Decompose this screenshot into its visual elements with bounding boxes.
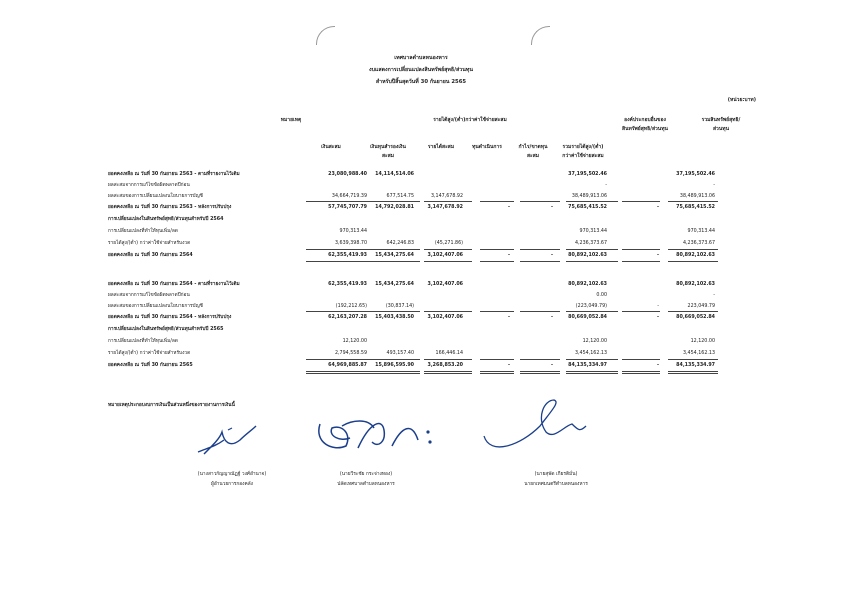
table-rule (668, 249, 718, 250)
col-accumulated: รายได้สะสม (427, 144, 455, 150)
row-label: รายได้สูง/(ต่ำ) กว่าค่าใช้จ่ายสำหรับงวด (108, 241, 191, 246)
row-label: ผลสะสมจากการแก้ไขข้อผิดพลาดปีก่อน (108, 183, 190, 188)
table-rule (364, 311, 420, 312)
cell-reserve: 642,246.83 (386, 241, 414, 246)
table-row (0, 180, 842, 191)
table-rule (520, 261, 560, 262)
cell-reserve: 15,896,595.90 (375, 363, 414, 368)
cell-net-assets: 4,236,373.67 (682, 241, 715, 246)
cell-cash: 62,355,419.93 (328, 253, 367, 258)
cell-net-assets: 80,892,102.63 (676, 282, 715, 287)
table-rule (622, 261, 660, 262)
table-rule (520, 371, 560, 372)
col-fund: ทุนดำเนินการ (472, 144, 502, 150)
cell-cash: 64,969,885.87 (328, 363, 367, 368)
table-rule (364, 359, 420, 360)
cell-net-assets: 3,454,162.13 (682, 351, 715, 356)
cell-total: 84,135,334.97 (568, 363, 607, 368)
table-row (0, 238, 842, 249)
cell-total: 80,892,102.63 (568, 253, 607, 258)
table-rule (306, 359, 368, 360)
table-rule (364, 373, 420, 374)
cell-total: 75,685,415.52 (568, 205, 607, 210)
col-reserve: เงินทุนสำรองเงิน สะสม (370, 144, 406, 159)
cell-net-assets: 80,669,052.84 (676, 315, 715, 320)
table-rule (566, 371, 618, 372)
table-rule (622, 359, 660, 360)
footnote: หมายเหตุประกอบงบการเงินเป็นส่วนหนึ่งของรายงานการเงินนี้ (108, 403, 235, 408)
signature-1 (194, 418, 260, 460)
table-row (0, 202, 842, 213)
signatory-1-name: (นางสาวกัญญาณัฏฐ์ วงศ์อำนาจ) (197, 472, 267, 477)
row-label: ยอดคงเหลือ ณ วันที่ 30 กันยายน 2564 - ตามที่รายงานไว้เดิม (108, 282, 240, 287)
row-label: ผลสะสมจากการแก้ไขข้อผิดพลาดปีก่อน (108, 293, 190, 298)
table-rule (480, 249, 514, 250)
cell-reserve: 14,114,514.06 (375, 172, 414, 177)
table-rule (520, 373, 560, 374)
cell-reserve: 14,792,028.81 (375, 205, 414, 210)
table-row (0, 226, 842, 237)
table-rule (668, 359, 718, 360)
table-row (0, 312, 842, 323)
cell-cash: 12,120.00 (342, 339, 367, 344)
row-label: ยอดคงเหลือ ณ วันที่ 30 กันยายน 2563 - หลังการปรับปรุง (108, 205, 232, 210)
signatory-3 (486, 470, 626, 490)
cell-net-assets: 223,049.79 (687, 304, 715, 309)
cell-reserve: 677,514.75 (386, 194, 414, 199)
cell-net-assets: - (713, 293, 715, 298)
table-rule (306, 311, 368, 312)
row-label: ยอดคงเหลือ ณ วันที่ 30 กันยายน 2563 - ตามที่รายงานไว้เดิม (108, 172, 240, 177)
cell-reserve: 15,434,275.64 (375, 253, 414, 258)
cell-total: - (605, 183, 607, 188)
col-cash: เงินสะสม (321, 144, 341, 150)
cell-total: 80,669,052.84 (568, 315, 607, 320)
table-rule (480, 311, 514, 312)
table-rule (668, 261, 718, 262)
table-rule (668, 371, 718, 372)
signature-2 (312, 412, 440, 458)
table-rule (424, 261, 472, 262)
org-name: เทศบาลตำบลหนองหาร (394, 55, 448, 61)
cell-net-assets: 38,489,913.06 (679, 194, 715, 199)
table-rule (480, 373, 514, 374)
table-row (0, 250, 842, 261)
cell-gainloss: - (551, 363, 553, 368)
cell-accumulated: (45,271.86) (434, 241, 463, 246)
cell-reserve: 15,434,275.64 (375, 282, 414, 287)
table-rule (480, 261, 514, 262)
cell-total: 4,236,373.67 (574, 241, 607, 246)
cell-net-assets: 84,135,334.97 (676, 363, 715, 368)
table-rule (566, 249, 618, 250)
table-rule (424, 201, 472, 202)
cell-org-share: - (657, 205, 659, 210)
col-org-share: องค์ประกอบอื่นของ สินทรัพย์สุทธิ/ส่วนทุน (622, 117, 668, 132)
table-rule (364, 201, 420, 202)
cell-total: 0.00 (596, 293, 607, 298)
table-rule (306, 373, 368, 374)
row-label: ผลสะสมของการเปลี่ยนแปลงนโยบายการบัญชี (108, 304, 203, 309)
table-rule (520, 201, 560, 202)
table-rule (424, 373, 472, 374)
cell-cash: 57,745,707.79 (328, 205, 367, 210)
table-rule (306, 261, 368, 262)
cell-net-assets: - (713, 183, 715, 188)
table-row (0, 324, 842, 335)
cell-fund: - (508, 205, 510, 210)
table-rule (622, 249, 660, 250)
row-label: ยอดคงเหลือ ณ วันที่ 30 กันยายน 2564 - หลังการปรับปรุง (108, 315, 232, 320)
cell-reserve: (30,837.14) (385, 304, 414, 309)
cell-total: 38,489,913.06 (571, 194, 607, 199)
row-label: การเปลี่ยนแปลงที่ทำให้ทุนเพิ่ม/ลด (108, 229, 178, 234)
row-label: การเปลี่ยนแปลงที่ทำให้ทุนเพิ่ม/ลด (108, 339, 178, 344)
row-label: การเปลี่ยนแปลงในสินทรัพย์สุทธิ/ส่วนทุนสำหรับปี 2564 (108, 217, 224, 222)
cell-org-share: - (657, 253, 659, 258)
signatory-1 (168, 470, 296, 490)
table-rule (520, 249, 560, 250)
table-rule (668, 201, 718, 202)
signature-3 (480, 396, 590, 458)
table-rule (424, 371, 472, 372)
unit-label: (หน่วย:บาท) (727, 97, 756, 103)
table-rule (424, 359, 472, 360)
table-row (0, 360, 842, 371)
cell-cash: 23,080,988.40 (328, 172, 367, 177)
cell-accumulated: 3,102,407.06 (427, 315, 463, 320)
row-label: ผลสะสมของการเปลี่ยนแปลงนโยบายการบัญชี (108, 194, 203, 199)
cell-net-assets: 75,685,415.52 (676, 205, 715, 210)
table-rule (364, 249, 420, 250)
cell-accumulated: 166,446.14 (435, 351, 463, 356)
table-rule (306, 249, 368, 250)
table-rule (622, 371, 660, 372)
table-rule (424, 311, 472, 312)
cell-org-share: - (657, 363, 659, 368)
cell-reserve: 15,403,438.50 (375, 315, 414, 320)
cell-total: (223,049.79) (575, 304, 607, 309)
cell-cash: 3,639,398.70 (334, 241, 367, 246)
cell-accumulated: 3,147,678.92 (427, 205, 463, 210)
signatory-2-title: ปลัดเทศบาลตำบลหนองหาร (337, 482, 395, 487)
table-rule (364, 261, 420, 262)
row-label: ยอดคงเหลือ ณ วันที่ 30 กันยายน 2565 (108, 363, 193, 368)
table-rule (668, 311, 718, 312)
cell-net-assets: 80,892,102.63 (676, 253, 715, 258)
table-rule (480, 371, 514, 372)
signatory-2 (302, 470, 430, 490)
table-row (0, 348, 842, 359)
cell-gainloss: - (551, 315, 553, 320)
cell-net-assets: 12,120.00 (690, 339, 715, 344)
cell-cash: 2,794,558.59 (334, 351, 367, 356)
row-label: ยอดคงเหลือ ณ วันที่ 30 กันยายน 2564 (108, 253, 193, 258)
table-rule (566, 373, 618, 374)
cell-net-assets: 970,313.44 (687, 229, 715, 234)
scan-mark-right (531, 26, 550, 45)
cell-cash: 970,313.44 (339, 229, 367, 234)
signatory-3-title: นายกเทศมนตรีตำบลหนองหาร (524, 482, 588, 487)
table-rule (566, 311, 618, 312)
signatory-1-title: ผู้อำนวยการกองคลัง (211, 482, 253, 487)
cell-gainloss: - (551, 253, 553, 258)
table-rule (566, 261, 618, 262)
signatory-2-name: (นายวีระชัย กระจ่างทอง) (339, 472, 393, 477)
table-rule (566, 359, 618, 360)
table-rule (668, 373, 718, 374)
cell-net-assets: 37,195,502.46 (676, 172, 715, 177)
cell-cash: (192,212.65) (335, 304, 367, 309)
cell-fund: - (508, 253, 510, 258)
table-row (0, 336, 842, 347)
table-rule (306, 201, 368, 202)
signatory-3-name: (นายสุพัด เกียรติมั่น) (534, 472, 578, 477)
col-group-header: รายได้สูง/(ต่ำ)กว่าค่าใช้จ่ายสะสม (433, 117, 507, 123)
table-rule (480, 359, 514, 360)
table-rule (480, 201, 514, 202)
cell-total: 3,454,162.13 (574, 351, 607, 356)
table-rule (520, 359, 560, 360)
cell-total: 970,313.44 (579, 229, 607, 234)
cell-cash: 62,163,207.28 (328, 315, 367, 320)
scan-mark-left (316, 26, 335, 45)
col-note: หมายเหตุ (280, 117, 302, 123)
cell-gainloss: - (551, 205, 553, 210)
table-row (0, 279, 842, 290)
cell-fund: - (508, 315, 510, 320)
table-rule (306, 371, 368, 372)
col-total: รวมรายได้สูง/(ต่ำ) กว่าค่าใช้จ่ายสะสม (562, 144, 604, 159)
table-rule (566, 201, 618, 202)
cell-total: 12,120.00 (582, 339, 607, 344)
cell-accumulated: 3,268,853.20 (427, 363, 463, 368)
table-rule (622, 373, 660, 374)
table-row (0, 214, 842, 225)
cell-org-share: - (657, 304, 659, 309)
cell-accumulated: 3,102,407.06 (427, 282, 463, 287)
cell-fund: - (508, 363, 510, 368)
row-label: การเปลี่ยนแปลงในสินทรัพย์สุทธิ/ส่วนทุนสำหรับปี 2565 (108, 327, 224, 332)
cell-org-share: - (657, 315, 659, 320)
table-row (0, 169, 842, 180)
table-rule (364, 371, 420, 372)
cell-accumulated: 3,147,678.92 (430, 194, 463, 199)
row-label: รายได้สูง/(ต่ำ) กว่าค่าใช้จ่ายสำหรับงวด (108, 351, 191, 356)
cell-cash: 34,664,719.39 (331, 194, 367, 199)
table-rule (622, 311, 660, 312)
table-row (0, 290, 842, 301)
cell-reserve: 493,157.40 (386, 351, 414, 356)
table-rule (622, 201, 660, 202)
col-gainloss: กำไร/ขาดทุน สะสม (518, 144, 548, 159)
table-rule (520, 311, 560, 312)
cell-accumulated: 3,102,407.06 (427, 253, 463, 258)
cell-total: 37,195,502.46 (568, 172, 607, 177)
cell-cash: 62,355,419.93 (328, 282, 367, 287)
statement-period: สำหรับปีสิ้นสุดวันที่ 30 กันยายน 2565 (375, 79, 467, 85)
statement-title: งบแสดงการเปลี่ยนแปลงสินทรัพย์สุทธิ/ส่วนทุน (368, 67, 474, 73)
col-net-assets: รวมสินทรัพย์สุทธิ/ ส่วนทุน (701, 117, 741, 132)
cell-total: 80,892,102.63 (568, 282, 607, 287)
table-rule (424, 249, 472, 250)
